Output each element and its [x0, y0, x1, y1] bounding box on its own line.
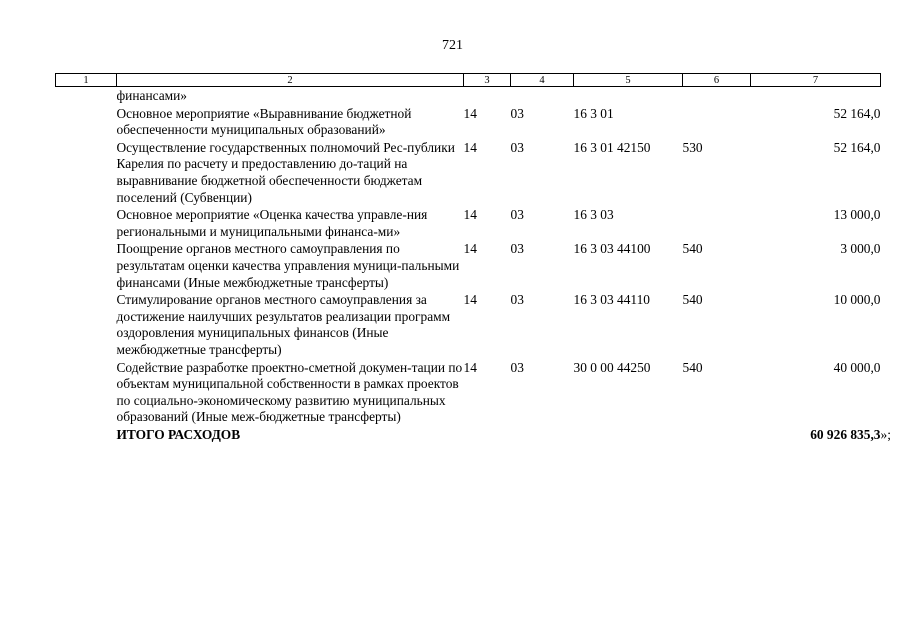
row-subsection: 03: [510, 292, 524, 308]
column-header-7: 7: [751, 74, 881, 87]
table-row: [56, 105, 881, 139]
row-expense-type: [683, 206, 751, 240]
row-name: Поощрение органов местного самоуправления по результатам оценки качества управления муници-пальными финансами (Иные межбюджетные трансферты): [116, 241, 460, 290]
row-target-article: 16 3 03 44100: [573, 241, 651, 257]
table-header: [56, 74, 881, 87]
row-amount: 3 000,0: [840, 241, 881, 257]
total-row: [56, 426, 881, 444]
row-name: Осуществление государственных полномочий Рес-публики Карелия по расчету и предоставлению до-таций на выравнивание бюджетной обеспеченности бюджетам поселений (Субвенции): [116, 139, 455, 205]
row-expense-type: [683, 105, 751, 139]
row-name: Основное мероприятие «Оценка качества управле-ния региональными и муниципальными финанса-ми»: [116, 207, 428, 239]
row-subsection: 03: [510, 139, 524, 155]
column-header-1: 1: [56, 74, 117, 87]
row-target-article: 16 3 03 44110: [573, 292, 650, 308]
column-header-5: 5: [574, 74, 683, 87]
table-row: [56, 139, 881, 206]
row-section: 14: [463, 105, 477, 121]
row-name: Основное мероприятие «Выравнивание бюджетной обеспеченности муниципальных образований»: [116, 105, 412, 138]
total-amount-cell: [751, 426, 891, 444]
row-expense-type: 540: [682, 359, 703, 375]
row-section: 14: [463, 359, 477, 375]
column-header-6: 6: [683, 74, 751, 87]
table-row: [56, 291, 881, 358]
row-amount: 40 000,0: [833, 359, 881, 375]
row-expense-type: 540: [682, 292, 703, 308]
column-header-4: 4: [511, 74, 574, 87]
budget-table: [55, 73, 891, 443]
row-target-article: 16 3 03: [573, 207, 614, 223]
total-amount: [810, 426, 891, 442]
row-section: 14: [463, 241, 477, 257]
row-subsection: 03: [510, 207, 524, 223]
page-number: 721: [442, 38, 463, 53]
row-name: Содействие разработке проектно-сметной докумен-тации по объектам муниципальной собственности в рамках проектов по социально-экономическому развитию муниципальных образований (Иные меж-бюджетные трансферты): [116, 359, 463, 425]
table-row: [56, 240, 881, 291]
table-row: [56, 359, 881, 426]
continuation-row: [56, 87, 881, 105]
row-amount: 10 000,0: [833, 292, 881, 308]
row-amount: 52 164,0: [833, 105, 881, 121]
row-section: 14: [463, 207, 477, 223]
continuation-text: финансами»: [116, 88, 188, 103]
table-body: [56, 87, 891, 444]
row-subsection: 03: [510, 359, 524, 375]
row-subsection: 03: [510, 241, 524, 257]
row-expense-type: 530: [682, 139, 703, 155]
total-label: ИТОГО РАСХОДОВ: [116, 426, 241, 442]
total-amount-value: 60 926 835,3: [810, 426, 881, 442]
row-section: 14: [463, 139, 477, 155]
column-header-2: 2: [117, 74, 464, 87]
row-amount: 13 000,0: [833, 207, 881, 223]
row-target-article: 30 0 00 44250: [573, 359, 651, 375]
row-section: 14: [463, 292, 477, 308]
table-row: [56, 206, 881, 240]
column-header-3: 3: [464, 74, 511, 87]
closing-quote-suffix: »;: [880, 426, 891, 442]
row-expense-type: 540: [682, 241, 703, 257]
row-target-article: 16 3 01: [573, 105, 614, 121]
row-target-article: 16 3 01 42150: [573, 139, 651, 155]
row-amount: 52 164,0: [833, 139, 881, 155]
row-name: Стимулирование органов местного самоуправления за достижение наилучших результатов реализации программ оздоровления муниципальных финансов (Иные межбюджетные трансферты): [116, 292, 451, 357]
row-subsection: 03: [510, 105, 524, 121]
